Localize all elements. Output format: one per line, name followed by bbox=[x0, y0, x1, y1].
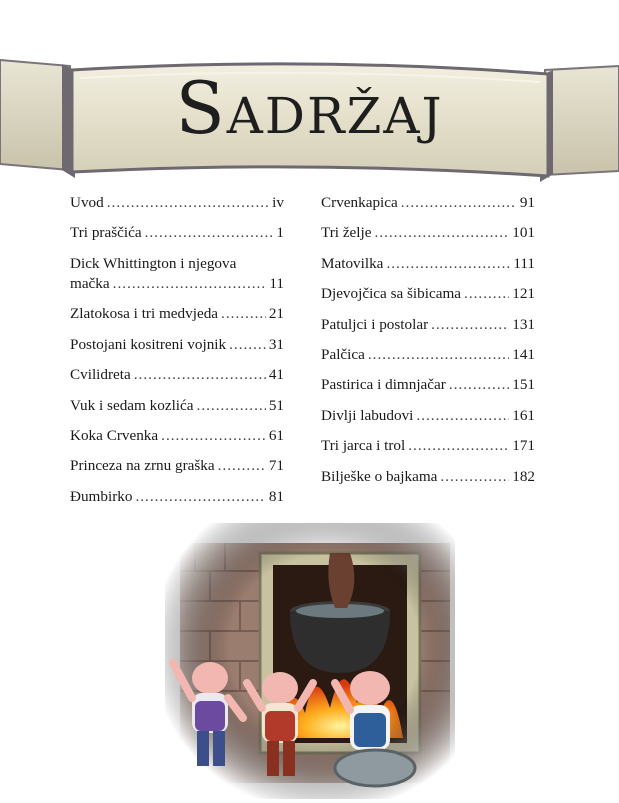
toc-entry-page: 51 bbox=[268, 396, 284, 414]
toc-entry[interactable] bbox=[321, 254, 535, 284]
toc-entry[interactable] bbox=[70, 426, 284, 456]
toc-entry[interactable] bbox=[321, 345, 535, 375]
toc-entry-page: 121 bbox=[512, 285, 535, 303]
dot-leader bbox=[440, 467, 509, 487]
toc-entry-page: 31 bbox=[268, 335, 284, 353]
toc-entry-page: 21 bbox=[268, 305, 284, 323]
toc-entry[interactable] bbox=[321, 223, 535, 253]
toc-entry[interactable] bbox=[321, 467, 535, 497]
dot-leader bbox=[431, 315, 509, 335]
toc-entry-page: 71 bbox=[268, 457, 284, 475]
toc-entry-title: Tri jarca i trol bbox=[321, 437, 406, 455]
toc-entry[interactable] bbox=[321, 284, 535, 314]
toc-entry-page: iv bbox=[272, 194, 284, 211]
toc-entry-page: 61 bbox=[268, 426, 284, 444]
toc-entry-page: 161 bbox=[512, 406, 535, 424]
dot-leader bbox=[416, 406, 509, 426]
toc-entry-title: Koka Crvenka bbox=[70, 426, 159, 444]
dot-leader bbox=[145, 223, 274, 243]
toc-entry-page: 41 bbox=[268, 366, 284, 384]
toc-entry-page: 101 bbox=[512, 224, 535, 242]
dot-leader bbox=[374, 223, 509, 243]
toc-entry-title: Tri praščića bbox=[70, 224, 142, 242]
dot-leader bbox=[408, 436, 509, 456]
page-title: Sadržaj bbox=[175, 66, 444, 150]
toc-entry[interactable] bbox=[70, 396, 284, 426]
toc-entry-title: Djevojčica sa šibicama bbox=[321, 285, 462, 303]
toc-entry-title: Patuljci i postolar bbox=[321, 315, 429, 333]
toc-entry-title: Dick Whittington i njegova bbox=[70, 254, 237, 272]
toc-entry-page: 111 bbox=[513, 254, 535, 272]
dot-leader bbox=[107, 193, 269, 213]
toc-left-column bbox=[70, 193, 284, 517]
toc-entry[interactable] bbox=[321, 436, 535, 466]
toc-entry-title: Vuk i sedam kozlića bbox=[70, 396, 194, 414]
dot-leader bbox=[221, 304, 266, 324]
toc-entry-title-continued: mačka bbox=[70, 274, 110, 292]
toc-entry-page: 131 bbox=[512, 315, 535, 333]
toc-entry-title: Postojani kositreni vojnik bbox=[70, 335, 227, 353]
toc-entry-title: Đumbirko bbox=[70, 487, 133, 505]
three-pigs-illustration bbox=[165, 523, 455, 799]
toc-entry[interactable] bbox=[70, 456, 284, 486]
toc-entry-page: 151 bbox=[512, 376, 535, 394]
dot-leader bbox=[134, 365, 266, 385]
toc-entry-title: Cvilidreta bbox=[70, 366, 131, 384]
toc-entry-title: Princeza na zrnu graška bbox=[70, 457, 215, 475]
toc-entry[interactable] bbox=[70, 223, 284, 253]
toc-entry[interactable] bbox=[70, 193, 284, 223]
toc-entry-title: Palčica bbox=[321, 345, 365, 363]
toc-entry-page: 1 bbox=[276, 224, 284, 242]
toc-entry[interactable] bbox=[321, 406, 535, 436]
dot-leader bbox=[449, 375, 509, 395]
fireplace-scene bbox=[165, 523, 455, 799]
toc-entry-title: Matovilka bbox=[321, 254, 384, 272]
toc-entry-title: Tri želje bbox=[321, 224, 372, 242]
title-banner bbox=[0, 0, 619, 200]
dot-leader bbox=[368, 345, 509, 365]
toc-entry-page: 182 bbox=[512, 467, 535, 485]
dot-leader bbox=[229, 335, 266, 355]
dot-leader bbox=[464, 284, 509, 304]
toc-right-column bbox=[321, 193, 535, 497]
toc-entry[interactable] bbox=[321, 315, 535, 345]
toc-entry-title: Divlji labudovi bbox=[321, 406, 414, 424]
dot-leader bbox=[218, 456, 266, 476]
toc-entry[interactable] bbox=[321, 375, 535, 405]
toc-entry[interactable] bbox=[70, 365, 284, 395]
dot-leader bbox=[113, 274, 267, 294]
toc-entry-page: 11 bbox=[269, 274, 284, 292]
toc-entry[interactable] bbox=[70, 254, 284, 305]
toc-entry[interactable] bbox=[70, 335, 284, 365]
toc-entry-title: Crvenkapica bbox=[321, 194, 398, 211]
dot-leader bbox=[135, 487, 265, 507]
toc-entry[interactable] bbox=[70, 304, 284, 334]
dot-leader bbox=[386, 254, 510, 274]
toc-entry[interactable] bbox=[70, 487, 284, 517]
toc-entry-page: 81 bbox=[268, 487, 284, 505]
toc-entry-page: 171 bbox=[512, 437, 535, 455]
toc-entry-title: Uvod bbox=[70, 194, 104, 211]
toc-entry-page: 91 bbox=[519, 194, 535, 211]
toc-entry-page: 141 bbox=[512, 345, 535, 363]
toc-entry-title: Zlatokosa i tri medvjeda bbox=[70, 305, 219, 323]
toc-entry[interactable] bbox=[321, 193, 535, 223]
toc-entry-title: Bilješke o bajkama bbox=[321, 467, 438, 485]
dot-leader bbox=[401, 193, 517, 213]
dot-leader bbox=[161, 426, 266, 446]
dot-leader bbox=[197, 396, 266, 416]
toc-entry-title: Pastirica i dimnjačar bbox=[321, 376, 446, 394]
